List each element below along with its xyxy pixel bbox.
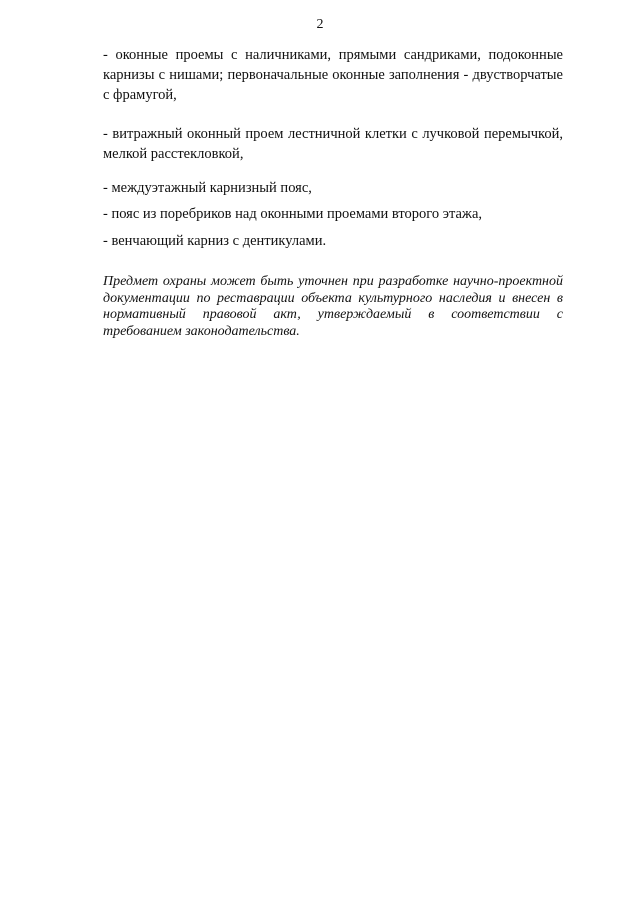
list-item-window-openings: - оконные проемы с наличниками, прямыми сандриками, подоконные карнизы с нишами; первоначальные оконные заполнения - двустворчатые с фрамугой, [103, 47, 563, 103]
protection-note: Предмет охраны может быть уточнен при разработке научно-проектной документации по реставрации объекта культурного наследия и внесен в нормативный правовой акт, утверждаемый в соответствии с требованием законодательства. [103, 274, 563, 339]
list-item-interfloor-cornice: - междуэтажный карнизный пояс, [103, 180, 312, 196]
page-number: 2 [316, 17, 324, 32]
list-item-brick-belt: - пояс из поребриков над оконными проемами второго этажа, [103, 206, 483, 222]
list-item-stained-glass-window: - витражный оконный проем лестничной клетки с лучковой перемычкой, мелкой расстекловкой, [103, 126, 563, 162]
list-item-crowning-cornice: - венчающий карниз с дентикулами. [103, 233, 327, 249]
